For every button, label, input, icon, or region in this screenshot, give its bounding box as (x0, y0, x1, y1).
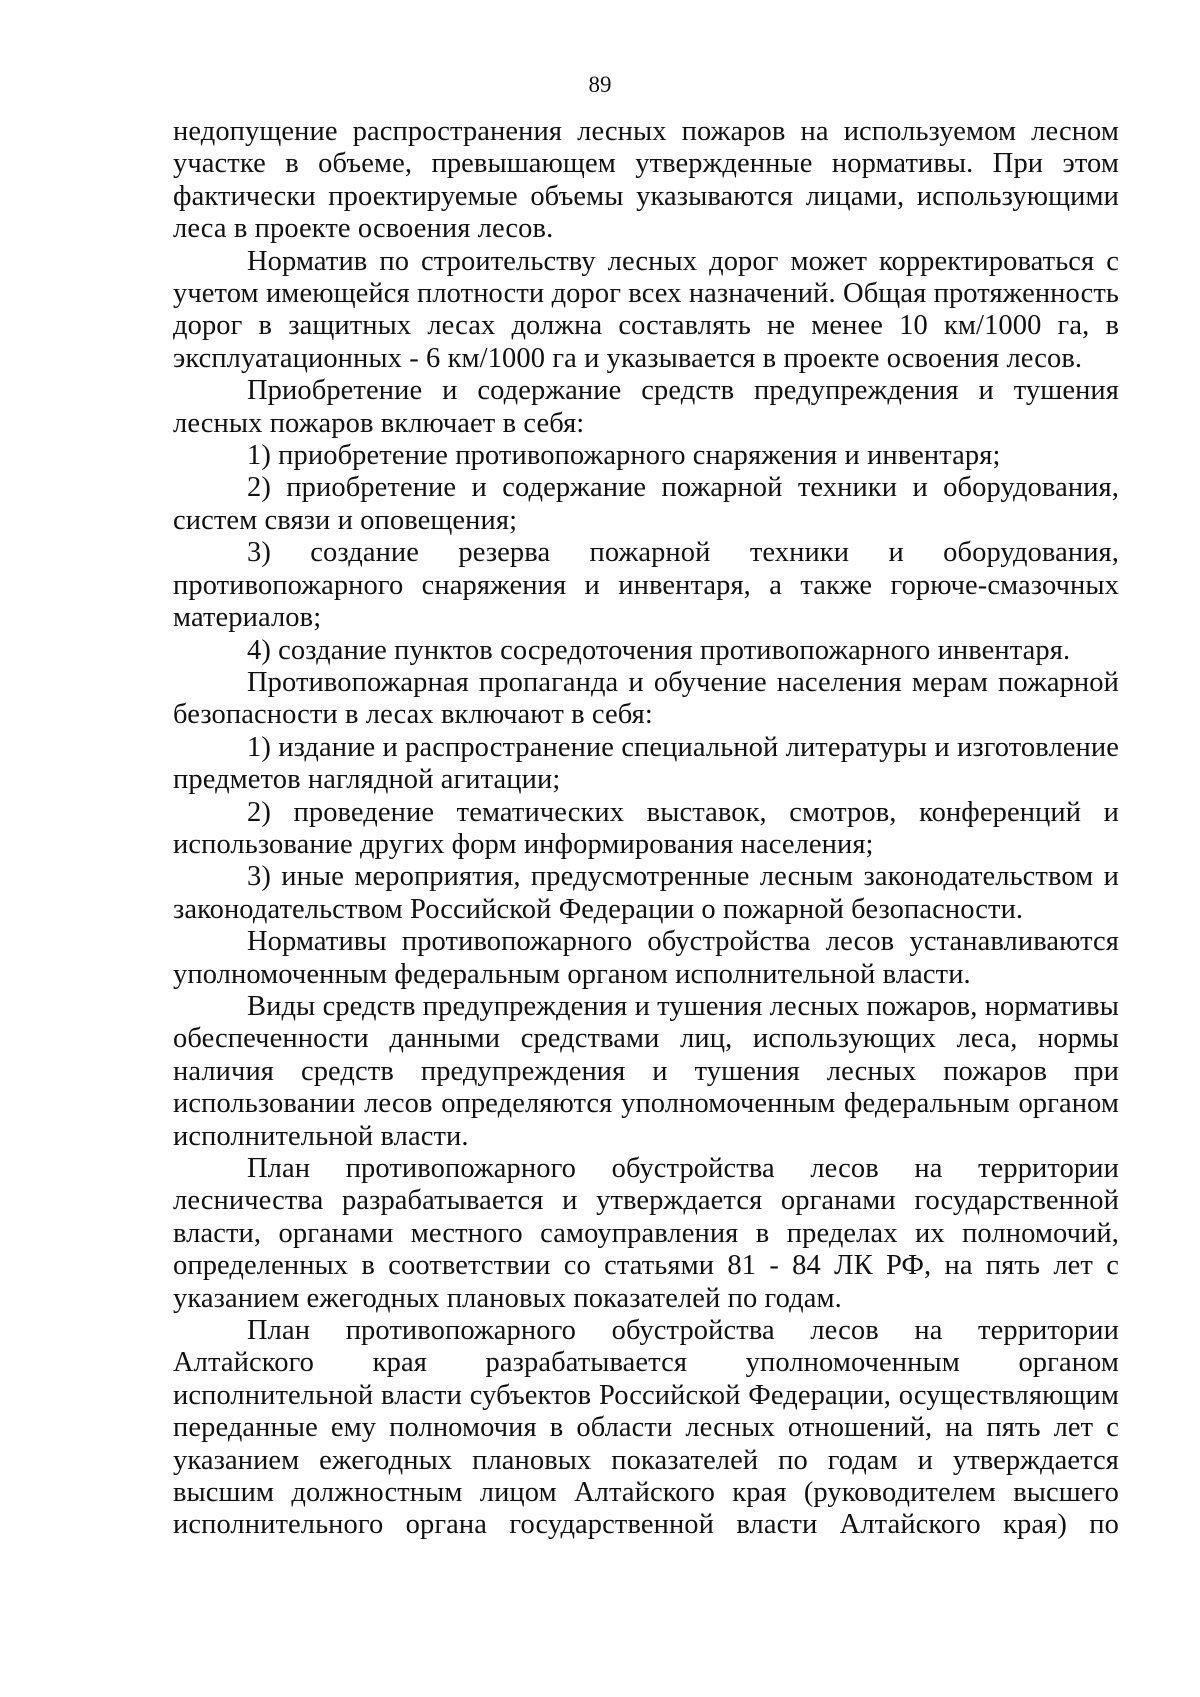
list-item: 3) иные мероприятия, предусмотренные лесным законодательством и законодательством Российской Федерации о пожарной безопасности. (173, 861, 1119, 925)
list-item: 1) приобретение противопожарного снаряжения и инвентаря; (247, 440, 1001, 472)
paragraph: Приобретение и содержание средств предупреждения и тушения лесных пожаров включает в себя: (173, 375, 1119, 439)
page-number: 89 (588, 72, 612, 97)
list-item: 3) создание резерва пожарной техники и оборудования, противопожарного снаряжения и инвентаря, а также горюче-смазочных материалов; (173, 537, 1119, 634)
list-item: 1) издание и распространение специальной литературы и изготовление предметов наглядной агитации; (173, 731, 1119, 796)
paragraph: План противопожарного обустройства лесов на территории лесничества разрабатывается и утверждается органами государственной власти, органами местного самоуправления в пределах их полномочий, определенных в соответствии со статьями 81 - 84 ЛК РФ, на пять лет с указанием ежегодных плановых показателей по годам. (173, 1153, 1119, 1314)
document-body (173, 116, 1119, 1542)
paragraph: недопущение распространения лесных пожаров на используемом лесном участке в объеме, превышающем утвержденные нормативы. При этом фактически проектируемые объемы указываются лицами, использующими леса в проекте освоения лесов. (173, 116, 1119, 245)
list-item: 2) проведение тематических выставок, смотров, конференций и использование других форм информирования населения; (173, 796, 1119, 860)
paragraph: Норматив по строительству лесных дорог может корректироваться с учетом имеющейся плотности дорог всех назначений. Общая протяженность дорог в защитных лесах должна составлять не менее 10 км/1000 га, в эксплуатационных - 6 км/1000 га и указывается в проекте освоения лесов. (173, 245, 1119, 374)
paragraph: План противопожарного обустройства лесов на территории Алтайского края разрабатывается уполномоченным органом исполнительной власти субъектов Российской Федерации, осуществляющим переданные ему полномочия в области лесных отношений, на пять лет с указанием ежегодных плановых показателей по годам и утверждается высшим должностным лицом Алтайского края (руководителем высшего исполнительного органа государственной власти Алтайского края) по (173, 1315, 1119, 1541)
list-item: 4) создание пунктов сосредоточения противопожарного инвентаря. (247, 634, 1071, 666)
paragraph: Нормативы противопожарного обустройства лесов устанавливаются уполномоченным федеральным органом исполнительной власти. (173, 926, 1119, 990)
paragraph: Противопожарная пропаганда и обучение населения мерам пожарной безопасности в лесах включают в себя: (173, 666, 1119, 731)
list-item: 2) приобретение и содержание пожарной техники и оборудования, систем связи и оповещения; (173, 472, 1119, 536)
paragraph: Виды средств предупреждения и тушения лесных пожаров, нормативы обеспеченности данными средствами лиц, использующих леса, нормы наличия средств предупреждения и тушения лесных пожаров при использовании лесов определяются уполномоченным федеральным органом исполнительной власти. (173, 990, 1119, 1152)
